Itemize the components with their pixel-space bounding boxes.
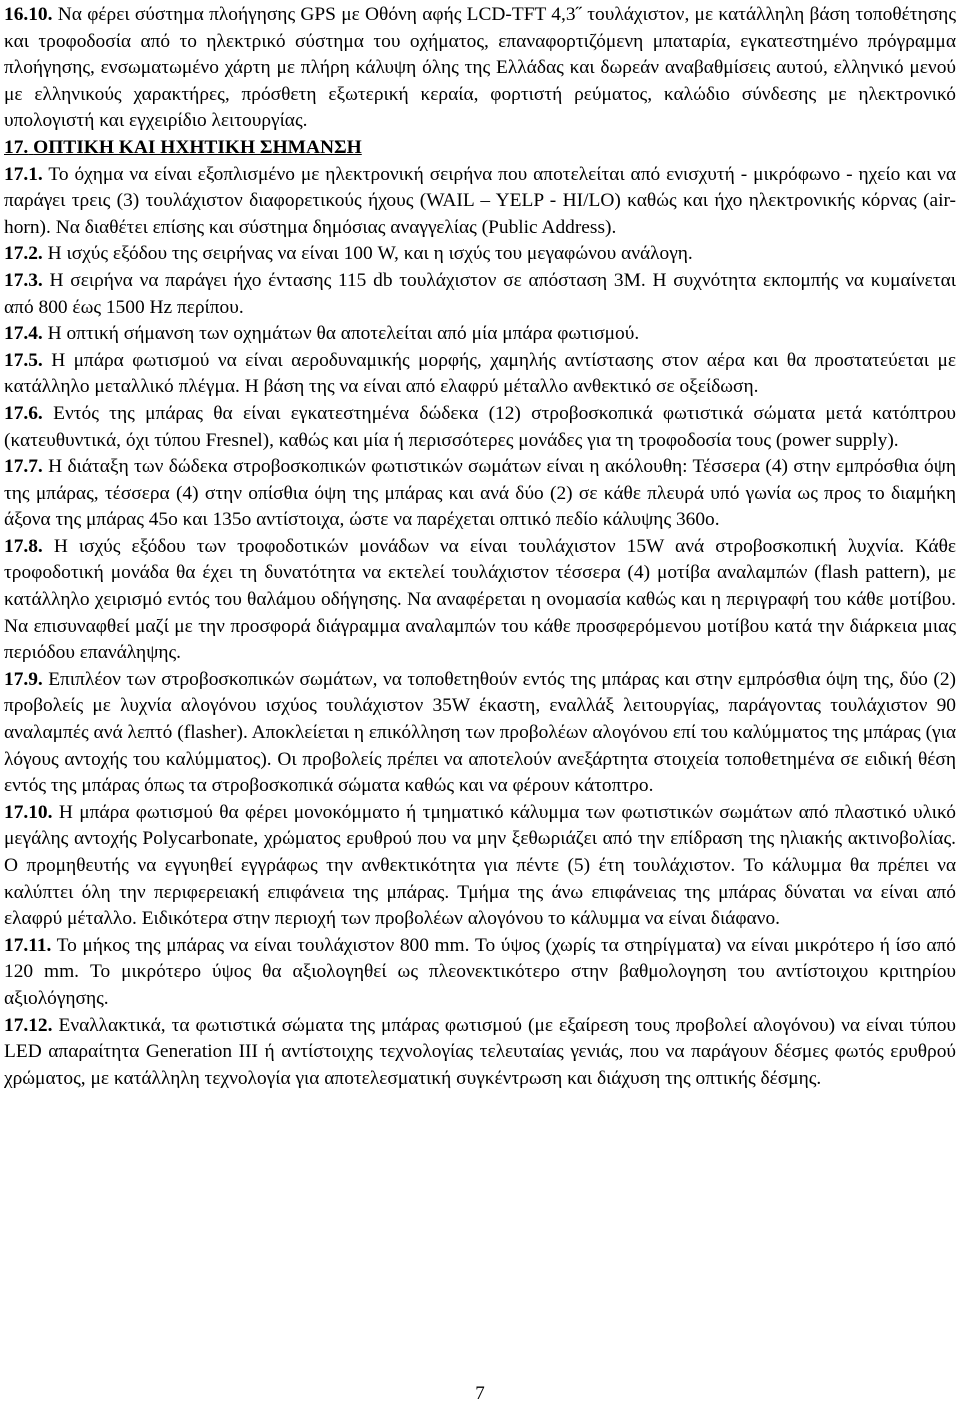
paragraph-text: Η σειρήνα να παράγει ήχο έντασης 115 db τουλάχιστον σε απόσταση 3Μ. Η συχνότητα εκπομπής να κυμαίνεται από 800 έως 1500 Hz περίπου. <box>4 269 956 318</box>
paragraph-17-5 <box>4 348 956 401</box>
paragraph-17-12 <box>4 1013 956 1093</box>
paragraph-17-1 <box>4 162 956 242</box>
paragraph-17-9 <box>4 667 956 800</box>
paragraph-number: 17.8. <box>4 535 43 557</box>
paragraph-number: 17.10. <box>4 801 53 823</box>
paragraph-text: Να φέρει σύστημα πλοήγησης GPS με Οθόνη αφής LCD-TFT 4,3˝ τουλάχιστον, με κατάλληλη βάση τοποθέτησης και τροφοδοσία από το ηλεκτρικό σύστημα του οχήματος, επαναφορτιζόμενη μπαταρία, εγκατεστημένο πρόγραμμα πλοήγησης, ενσωματωμένο χάρτη με πλήρη κάλυψη όλης της Ελλάδας και δωρεάν αναβαθμίσεις αυτού, ελληνικό μενού με ελληνικούς χαρακτήρες, πρόσθετη εξωτερική κεραία, φορτιστή ρεύματος, καλώδιο σύνδεσης με ηλεκτρονικό υπολογιστή και εγχειρίδιο λειτουργίας. <box>4 4 956 132</box>
paragraph-text: Το μήκος της μπάρας να είναι τουλάχιστον 800 mm. Το ύψος (χωρίς τα στηρίγματα) να είναι μικρότερο ή ίσο από 120 mm. Το μικρότερο ύψος θα αξιολογηθεί ως πλεονεκτικότερο στην βαθμολογηση του αντίστοιχου κριτηρίου αξιολόγησης. <box>4 934 956 1009</box>
paragraph-17-4 <box>4 321 956 348</box>
paragraph-text: Η ισχύς εξόδου των τροφοδοτικών μονάδων να είναι τουλάχιστον 15W ανά στροβοσκοπική λυχνία. Κάθε τροφοδοτική μονάδα θα έχει τη δυνατότητα να εκτελεί τουλάχιστον τέσσερα (4) μοτίβα αναλαμπών (flash pattern), με κατάλληλο χειρισμό εντός του θαλάμου οδήγησης. Να αναφέρεται η ονομασία καθώς και η περιγραφή του κάθε μοτίβου. Να επισυναφθεί μαζί με την προσφορά διάγραμμα αναλαμπών του κάθε προσφερόμενου μοτίβου κατά την διάρκεια μιας περιόδου επανάληψης. <box>4 535 956 664</box>
paragraph-text: Η μπάρα φωτισμού θα φέρει μονοκόμματο ή τμηματικό κάλυμμα των φωτιστικών σωμάτων από πλαστικό υλικό μεγάλης αντοχής Polycarbonate, χρώματος ερυθρού που να μην ξεθωριάζει από την επίδραση της ηλιακής ακτινοβολίας. Ο προμηθευτής να εγγυηθεί εγγράφως την ανθεκτικότητα για πέντε (5) έτη τουλάχιστον. Το κάλυμμα θα πρέπει να καλύπτει όλη την περιφερειακή επιφάνεια της μπάρας. Τμήμα της άνω επιφάνειας της μπάρας δύναται να είναι από ελαφρύ μέταλλο. Ειδικότερα στην περιοχή των προβολέων αλογόνου το κάλυμμα να είναι διάφανο. <box>4 801 956 930</box>
paragraph-number: 17.7. <box>4 456 43 478</box>
paragraph-number: 17.1. <box>4 163 43 185</box>
section-heading <box>4 135 956 162</box>
paragraph-16-10 <box>4 2 956 135</box>
paragraph-text: Η μπάρα φωτισμού να είναι αεροδυναμικής μορφής, χαμηλής αντίστασης στον αέρα και θα προστατεύεται με κατάλληλο μεταλλικό πλέγμα. Η βάση της να είναι από ελαφρύ μέταλλο ανθεκτικό σε οξείδωση. <box>4 349 956 398</box>
document-body <box>4 2 956 1092</box>
paragraph-number: 17.6. <box>4 402 43 424</box>
paragraph-text: Επιπλέον των στροβοσκοπικών σωμάτων, να τοποθετηθούν εντός της μπάρας και στην εμπρόσθια όψη της, δύο (2) προβολείς με λυχνία αλογόνου ισχύος τουλάχιστον 35W έκαστη, εναλλάξ λειτουργίας, παράγοντας τουλάχιστον 90 αναλαμπές ανά λεπτό (flasher). Αποκλείεται η επικόλληση των προβολέων αλογόνου επί του καλύμματος της μπάρας (για λόγους αντοχής του καλύμματος). Οι προβολείς πρέπει να αποτελούν ανεξάρτητα στοιχεία τοποθετημένα σε ειδική θέση εντός της μπάρας όπως τα στροβοσκοπικά σώματα καθώς και να φέρουν κάτοπτρο. <box>4 668 956 797</box>
paragraph-text: Η ισχύς εξόδου της σειρήνας να είναι 100 W, και η ισχύς του μεγαφώνου ανάλογη. <box>47 243 693 265</box>
paragraph-17-10 <box>4 800 956 933</box>
paragraph-number: 17.9. <box>4 668 43 690</box>
paragraph-number: 17.11. <box>4 934 52 956</box>
paragraph-17-11 <box>4 933 956 1013</box>
paragraph-text: Το όχημα να είναι εξοπλισμένο με ηλεκτρονική σειρήνα που αποτελείται από ενισχυτή - μικρόφωνο - ηχείο και να παράγει τρεις (3) τουλάχιστον διαφορετικούς ήχους (WAIL – YELP - HI/LO) καθώς και ήχο ηλεκτρονικής κόρνας (air-horn). Να διαθέτει επίσης και σύστημα δημόσιας αναγγελίας (Public Address). <box>4 163 957 238</box>
section-number: 17. <box>4 136 29 158</box>
paragraph-text: Η διάταξη των δώδεκα στροβοσκοπικών φωτιστικών σωμάτων είναι η ακόλουθη: Τέσσερα (4) στην εμπρόσθια όψη της μπάρας, τέσσερα (4) στην οπίσθια όψη της μπάρας και ανά δύο (2) σε κάθε πλευρά υπό γωνία ως προς το διαμήκη άξονα της μπάρας 45ο και 135ο αντίστοιχα, ώστε να παρέχεται οπτικό πεδίο κάλυψης 360ο. <box>4 456 956 531</box>
paragraph-17-3 <box>4 268 956 321</box>
paragraph-number: 17.3. <box>4 269 43 291</box>
paragraph-17-8 <box>4 534 956 667</box>
paragraph-number: 17.4. <box>4 323 43 345</box>
paragraph-number: 17.12. <box>4 1014 53 1036</box>
paragraph-number: 17.2. <box>4 243 43 265</box>
paragraph-number: 17.5. <box>4 349 43 371</box>
paragraph-17-7 <box>4 454 956 534</box>
page-number: 7 <box>475 1383 485 1404</box>
paragraph-17-6 <box>4 401 956 454</box>
paragraph-text: Η οπτική σήμανση των οχημάτων θα αποτελείται από μία μπάρα φωτισμού. <box>47 323 640 345</box>
paragraph-17-2 <box>4 241 956 268</box>
paragraph-number: 16.10. <box>4 4 53 25</box>
paragraph-text: Εναλλακτικά, τα φωτιστικά σώματα της μπάρας φωτισμού (με εξαίρεση τους προβολεί αλογόνου) να είναι τύπου LED απαραίτητα Generation III ή αντίστοιχης τεχνολογίας τελευταίας γενιάς, που να παράγουν δέσμες φωτός ερυθρού χρώματος, με κατάλληλη τεχνολογία για αποτελεσματική συγκέντρωση και διάχυση της οπτικής δέσμης. <box>4 1014 956 1089</box>
paragraph-text: Εντός της μπάρας θα είναι εγκατεστημένα δώδεκα (12) στροβοσκοπικά φωτιστικά σώματα μετά κατόπτρου (κατευθυντικά, όχι τύπου Fresnel), καθώς και μία ή περισσότερες μονάδες για τη τροφοδοσία τους (power supply). <box>4 402 956 451</box>
document-page <box>4 0 956 1417</box>
section-title: ΟΠΤΙΚΗ ΚΑΙ ΗΧΗΤΙΚΗ ΣΗΜΑΝΣΗ <box>33 136 362 158</box>
